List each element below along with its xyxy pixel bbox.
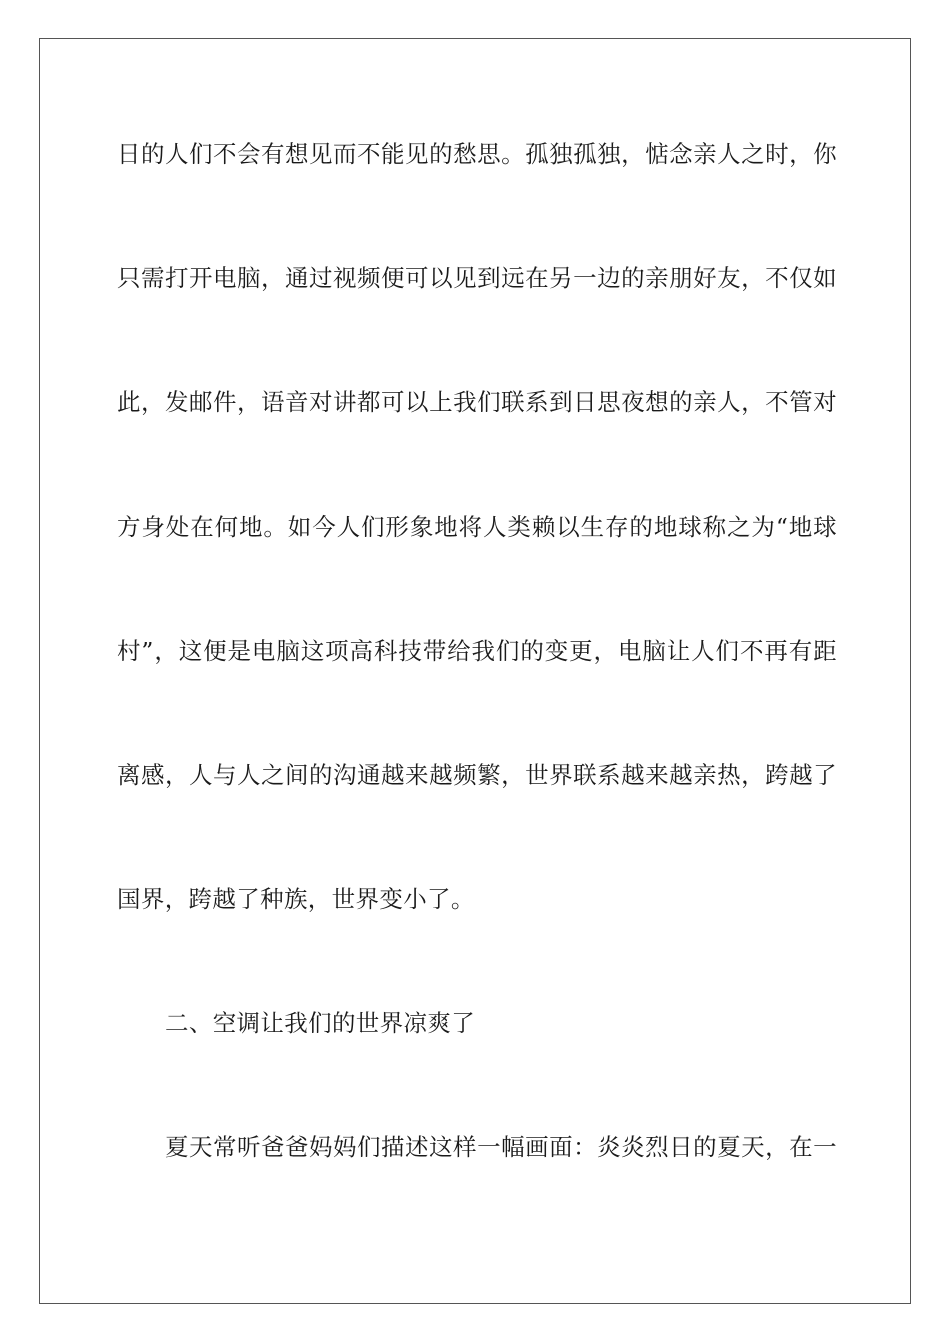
paragraph-line: 只需打开电脑，通过视频便可以见到远在另一边的亲朋好友，不仅如 xyxy=(117,264,837,292)
paragraph-line: 日的人们不会有想见而不能见的愁思。孤独孤独，惦念亲人之时，你 xyxy=(117,140,837,168)
paragraph-line: 国界，跨越了种族，世界变小了。 xyxy=(117,885,475,913)
page-border xyxy=(39,38,911,1304)
paragraph-line: 此，发邮件，语音对讲都可以上我们联系到日思夜想的亲人，不管对 xyxy=(117,388,837,416)
paragraph-line: 离感，人与人之间的沟通越来越频繁，世界联系越来越亲热，跨越了 xyxy=(117,761,837,789)
paragraph-line: 方身处在何地。如今人们形象地将人类赖以生存的地球称之为“地球 xyxy=(117,513,837,541)
paragraph-line: 村”，这便是电脑这项高科技带给我们的变更，电脑让人们不再有距 xyxy=(117,637,837,665)
section-heading: 二、空调让我们的世界凉爽了 xyxy=(165,1009,476,1037)
paragraph-line: 夏天常听爸爸妈妈们描述这样一幅画面：炎炎烈日的夏天，在一 xyxy=(165,1133,837,1161)
